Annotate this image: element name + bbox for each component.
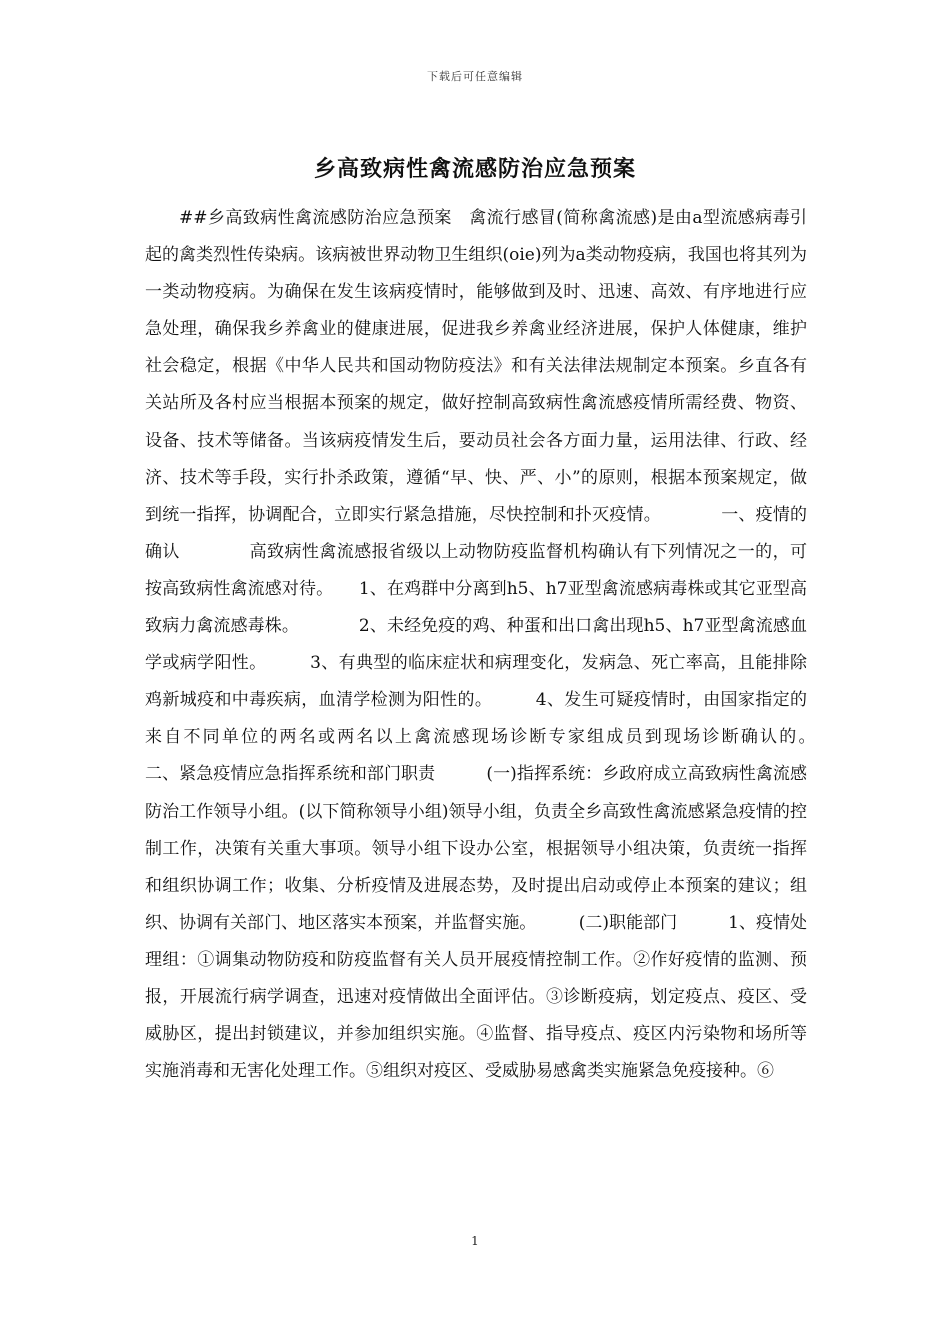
document-title: 乡高致病性禽流感防治应急预案: [313, 156, 636, 182]
page-number: 1: [471, 1234, 479, 1248]
document-body: ##乡高致病性禽流感防治应急预案 禽流行感冒(简称禽流感)是由a型流感病毒引起的禽类烈性传染病。该病被世界动物卫生组织(oie)列为a类动物疫病，我国也将其列为一类动物疫病。为确保在发生该病疫情时，能够做到及时、迅速、高效、有序地进行应急处理，确保我乡养禽业的健康进展，促进我乡养禽业经济进展，保护人体健康，维护社会稳定，根据《中华人民共和国动物防疫法》和有关法律法规制定本预案。乡直各有关站所及各村应当根据本预案的规定，做好控制高致病性禽流感疫情所需经费、物资、设备、技术等储备。当该病疫情发生后，要动员社会各方面力量，运用法律、行政、经济、技术等手段，实行扑杀政策，遵循“早、快、严、小”的原则，根据本预案规定，做到统一指挥，协调配合，立即实行紧急措施，尽快控制和扑灭疫情。 一、疫情的确认 高致病性禽流感报省级以上动物防疫监督机构确认有下列情况之一的，可按高致病性禽流感对待。 1、在鸡群中分离到h5、h7亚型禽流感病毒株或其它亚型高致病力禽流感毒株。 2、未经免疫的鸡、种蛋和出口禽出现h5、h7亚型禽流感血学或病学阳性。 3、有典型的临床症状和病理变化，发病急、死亡率高，且能排除鸡新城疫和中毒疾病，血清学检测为阳性的。 4、发生可疑疫情时，由国家指定的来自不同单位的两名或两名以上禽流感现场诊断专家组成员到现场诊断确认的。 二、紧急疫情应急指挥系统和部门职责 (一)指挥系统：乡政府成立高致病性禽流感防治工作领导小组。(以下简称领导小组)领导小组，负责全乡高致性禽流感紧急疫情的控制工作，决策有关重大事项。领导小组下设办公室，根据领导小组决策，负责统一指挥和组织协调工作；收集、分析疫情及进展态势，及时提出启动或停止本预案的建议；组织、协调有关部门、地区落实本预案，并监督实施。 (二)职能部门 1、疫情处理组：①调集动物防疫和防疫监督有关人员开展疫情控制工作。②作好疫情的监测、预报，开展流行病学调查，迅速对疫情做出全面评估。③诊断疫病，划定疫点、疫区、受威胁区，提出封锁建议，并参加组织实施。④监督、指导疫点、疫区内污染物和场所等实施消毒和无害化处理工作。⑤组织对疫区、受威胁易感禽类实施紧急免疫接种。⑥: [145, 208, 858, 1082]
header-note: 下载后可任意编辑: [427, 70, 523, 83]
